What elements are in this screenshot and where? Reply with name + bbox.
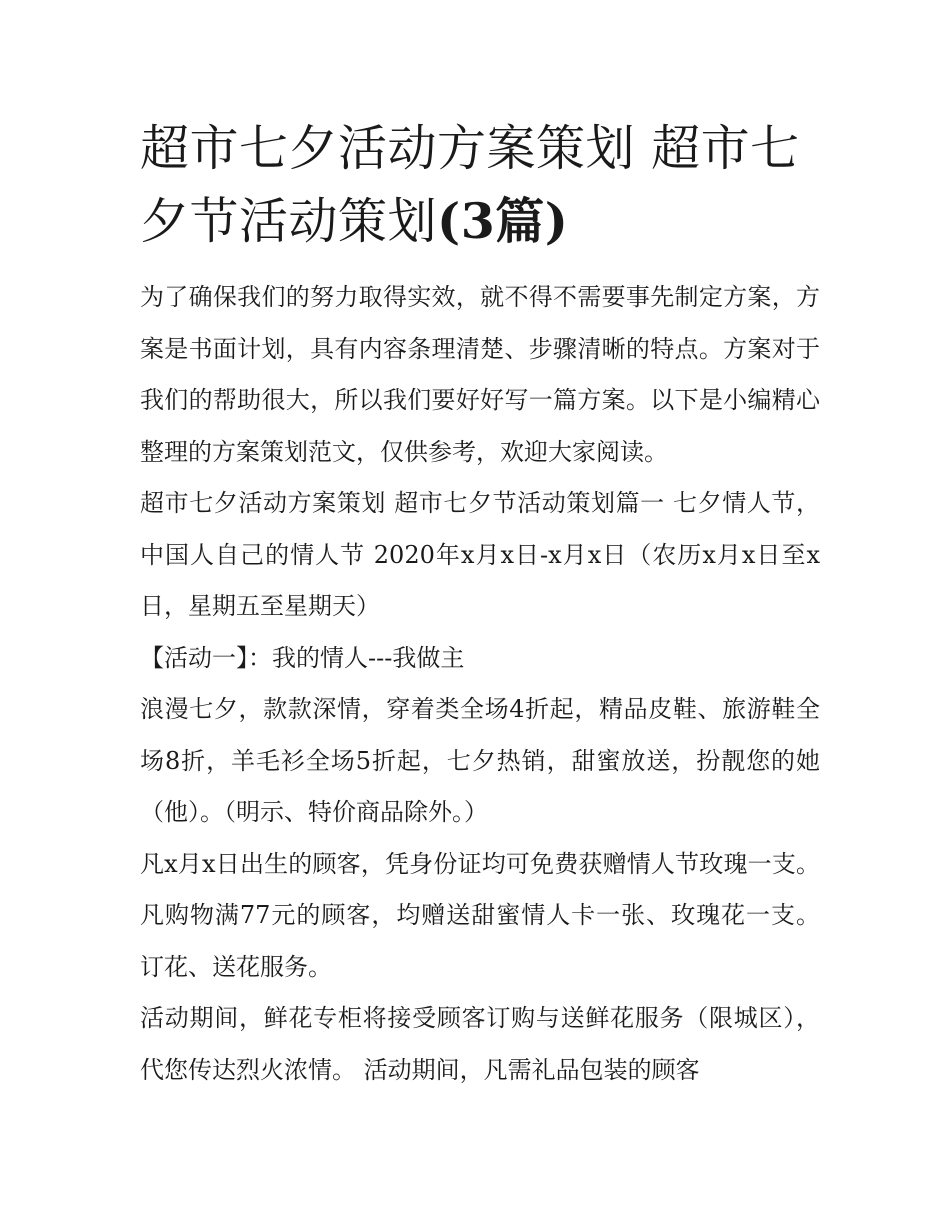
title-main: 超市七夕活动方案策划 超市七夕节活动策划 — [140, 120, 800, 250]
paragraph-intro: 为了确保我们的努力取得实效，就不得不需要事先制定方案，方案是书面计划，具有内容条理清楚、步骤清晰的特点。方案对于我们的帮助很大，所以我们要好好写一篇方案。以下是小编精心整理的方案策划范文，仅供参考，欢迎大家阅读。 — [140, 283, 820, 466]
document-title — [140, 112, 820, 258]
paragraph-flower-service: 活动期间，鲜花专柜将接受顾客订购与送鲜花服务（限城区），代您传达烈火浓情。 活动期间，凡需礼品包装的顾客 — [140, 1004, 820, 1084]
paragraph-discounts: 浪漫七夕，款款深情，穿着类全场4折起，精品皮鞋、旅游鞋全场8折，羊毛衫全场5折起，七夕热销，甜蜜放送，扮靓您的她（他）。（明示、特价商品除外。） — [140, 695, 820, 826]
paragraph-gifts: 凡x月x日出生的顾客，凭身份证均可免费获赠情人节玫瑰一支。 凡购物满77元的顾客，均赠送甜蜜情人卡一张、玫瑰花一支。 订花、送花服务。 — [140, 849, 820, 981]
document-page — [140, 112, 820, 1096]
paragraph-activity-one-heading: 【活动一】：我的情人---我做主 — [140, 643, 465, 672]
document-body — [140, 272, 820, 1096]
paragraph-event-dates: 超市七夕活动方案策划 超市七夕节活动策划篇一 七夕情人节，中国人自己的情人节 2020年x月x日-x月x日（农历x月x日至x日，星期五至星期天） — [140, 489, 820, 620]
title-tail: (3篇) — [437, 192, 569, 250]
